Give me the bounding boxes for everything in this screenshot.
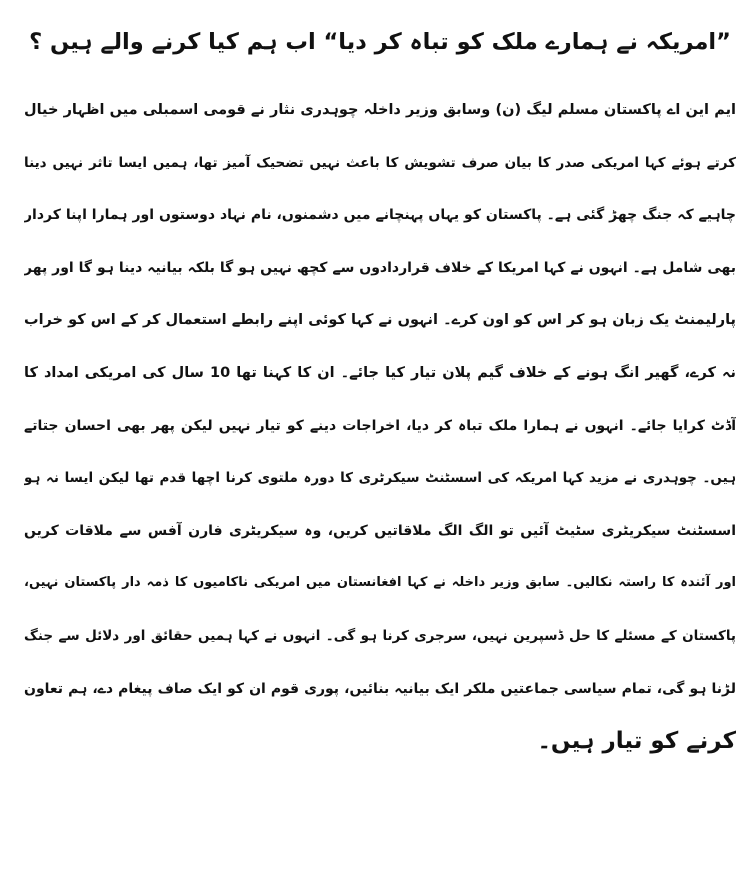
article-headline: ”امریکہ نے ہمارے ملک کو تباہ کر دیا“ اب ہم کیا کرنے والے ہیں ؟ [29, 29, 731, 55]
body-line: کرتے ہوئے کہا امریکی صدر کا بیان صرف تشویش کا باعث نہیں تضحیک آمیز تھا، ہمیں ایسا تاثر نہیں دینا [24, 154, 736, 171]
body-line: نہ کرے، گھیر انگ ہونے کے خلاف گیم پلان تیار کیا جائے۔ ان کا کہنا تھا 10 سال کی امریکی امداد کا [24, 364, 736, 381]
article-body [24, 84, 736, 768]
body-line: بھی شامل ہے۔ انہوں نے کہا امریکا کے خلاف قراردادوں سے کچھ نہیں ہو گا بلکہ بیانیہ دینا ہو گا اور پھر [24, 259, 736, 276]
body-line: آڈٹ کرایا جائے۔ انہوں نے ہمارا ملک تباہ کر دیا، اخراجات دینے کو تیار نہیں لیکن پھر بھی احسان جتاتے [24, 417, 736, 434]
body-line: ہیں۔ چوہدری نے مزید کہا امریکہ کی اسسٹنٹ سیکرٹری کا دورہ ملتوی کرنا اچھا قدم تھا لیکن ایسا نہ ہو [24, 470, 736, 487]
body-line: چاہیے کہ جنگ چھڑ گئی ہے۔ پاکستان کو یہاں پہنچانے میں دشمنوں، نام نہاد دوستوں اور ہمارا اپنا کردار [24, 207, 736, 224]
body-line: اسسٹنٹ سیکریٹری سٹیٹ آئیں تو الگ الگ ملاقاتیں کریں، وہ سیکریٹری فارن آفس سے ملاقات کریں [24, 522, 736, 539]
body-line: لڑنا ہو گی، تمام سیاسی جماعتیں ملکر ایک بیانیہ بنائیں، پوری قوم ان کو ایک صاف پیغام دے، ہم تعاون [24, 680, 736, 697]
body-line: اور آئندہ کا راستہ نکالیں۔ سابق وزیر داخلہ نے کہا افغانستان میں امریکی ناکامیوں کا ذمہ دار پاکستان نہیں، [24, 575, 736, 591]
body-line: پاکستان کے مسئلے کا حل ڈسپرین نہیں، سرجری کرنا ہو گی۔ انہوں نے کہا ہمیں حقائق اور دلائل سے جنگ [24, 627, 736, 644]
body-line: کرنے کو تیار ہیں۔ [537, 728, 736, 755]
body-line: ایم این اے پاکستان مسلم لیگ (ن) وسابق وزیر داخلہ چوہدری نثار نے قومی اسمبلی میں اظہار خیال [24, 102, 736, 118]
body-line: پارلیمنٹ یک زبان ہو کر اس کو اون کرے۔ انہوں نے کہا کوئی اپنے رابطے استعمال کر کے اس کو خراب [24, 312, 736, 329]
